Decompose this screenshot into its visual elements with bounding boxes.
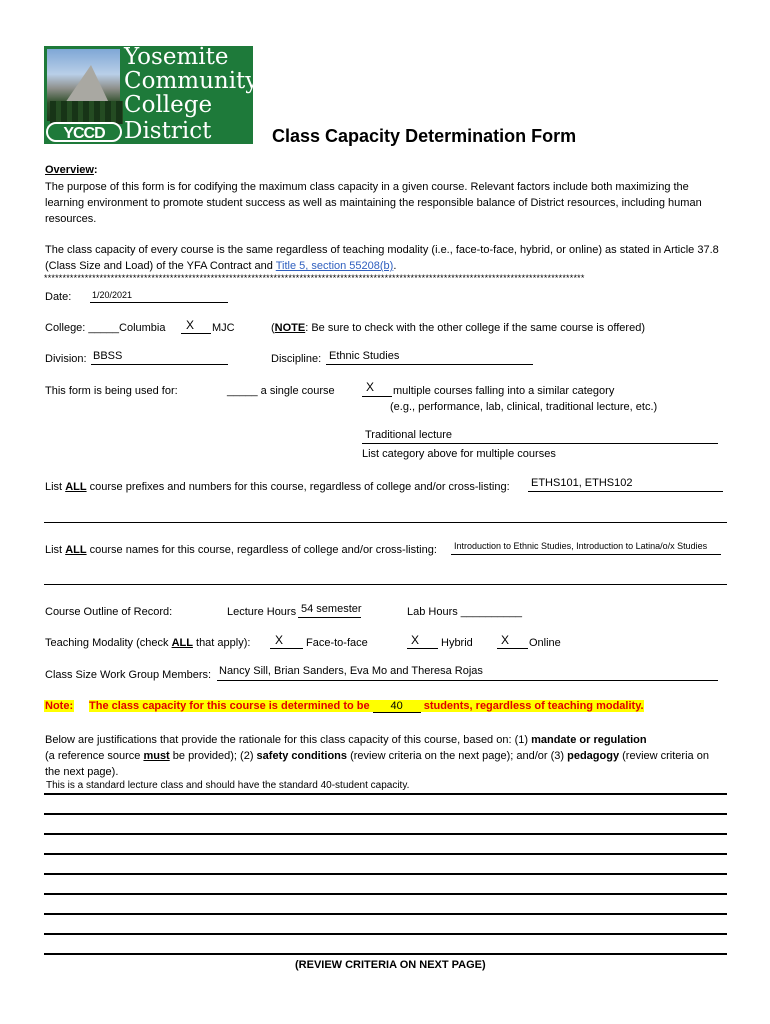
title5-link[interactable]: Title 5, section 55208(b) [275,260,394,272]
justification-entry[interactable]: This is a standard lecture class and should have the standard 40-student capacity. [46,780,410,791]
used-for-label: This form is being used for: [45,385,178,397]
prefixes-value[interactable]: ETHS101, ETHS102 [531,477,633,489]
logo-line-yosemite: Yosemite [124,44,229,70]
multiple-label: multiple courses falling into a similar category [393,385,615,397]
separator-stars: ************************************************************************************************************************************************** [44,273,585,283]
prefixes-label-post: course prefixes and numbers for this course, regardless of college and/or cross-listing: [86,481,510,493]
just-t1: Below are justifications that provide the rationale for this class capacity of this course, based on: (1) [45,734,532,746]
capacity-value[interactable]: 40 [373,700,421,713]
logo-line-community: Community [124,68,259,94]
members-line [217,680,718,681]
just-t5: (review criteria on the next page). [45,750,709,778]
date-label: Date: [45,291,72,303]
modality-label [45,637,250,649]
overview-heading-wrap: Overview: [45,164,98,176]
lecture-line [298,617,361,618]
prefixes-label-pre: List [45,481,66,493]
overview-heading: Overview [45,164,94,176]
note-open-paren: ( [271,322,275,334]
logo-abbr-badge: YCCD [46,122,122,142]
columbia-blank[interactable]: _____ [88,322,120,334]
f2f-line [270,648,303,649]
form-title: Class Capacity Determination Form [272,126,577,146]
justification-line-5[interactable] [44,873,727,875]
prefixes-extra-line[interactable] [44,522,727,523]
note-text: : Be sure to check with the other college if the same course is offered) [305,322,645,334]
college-row [45,322,165,334]
just-t3: be provided); (2) [169,750,257,762]
names-line [451,554,721,555]
names-value[interactable]: Introduction to Ethnic Studies, Introduction to Latina/o/x Studies [454,541,708,551]
lab-hours[interactable]: Lab Hours __________ [407,606,522,618]
justification-line-6[interactable] [44,893,727,895]
modality-label-pre: Teaching Modality (check [45,637,172,649]
mjc-mark[interactable]: X [186,318,195,332]
just-t4: (review criteria on the next page); and/or (3) [347,750,568,762]
f2f-label: Face-to-face [306,637,368,649]
logo-line-college: College [124,92,213,118]
justification-line-1[interactable] [44,793,727,795]
mountain-shape [65,65,109,103]
names-label-post: course names for this course, regardless of college and/or cross-listing: [86,544,437,556]
names-extra-line[interactable] [44,584,727,585]
hybrid-label: Hybrid [441,637,473,649]
overview-paragraph-2 [45,242,725,274]
just-pedagogy: pedagogy [567,750,620,762]
multiple-example: (e.g., performance, lab, clinical, traditional lecture, etc.) [390,401,658,413]
logo-wordmark [124,45,258,117]
just-must: must [143,750,170,762]
category-value[interactable]: Traditional lecture [365,429,453,441]
lecture-label: Lecture Hours [227,606,297,618]
hybrid-mark[interactable]: X [411,633,420,647]
discipline-line [326,364,533,365]
overview-para2-end: . [393,260,397,272]
lecture-value[interactable]: 54 semester [301,603,362,615]
overview-paragraph-1: The purpose of this form is for codifying the maximum class capacity in a given course. Relevant factors include both maximizing the learning environment to promote student success as well as maintaining the responsible balance of District resources, including human resources. [45,181,702,225]
justification-line-7[interactable] [44,913,727,915]
online-label: Online [529,637,561,649]
college-label: College: [45,322,86,334]
capacity-note [89,700,644,713]
capacity-note-text-post: students, regardless of teaching modality. [420,700,644,712]
single-label: a single course [260,385,335,397]
members-label: Class Size Work Group Members: [45,669,212,681]
multiple-line [362,396,392,397]
note-other-college [271,322,645,334]
members-value[interactable]: Nancy Sill, Brian Sanders, Eva Mo and Theresa Rojas [219,665,483,677]
justification-line-2[interactable] [44,813,727,815]
outline-label: Course Outline of Record: [45,606,173,618]
overview-para2-text: The class capacity of every course is the same regardless of teaching modality (i.e., face-to-face, hybrid, or online) as stated in Article 37.8 (Class Size and Load) of the YFA Contract and [45,244,719,272]
names-label-all: ALL [65,544,87,556]
prefixes-line [528,491,723,492]
logo-line-district: District [124,118,212,144]
names-label [45,544,437,556]
hybrid-line [407,648,438,649]
single-blank[interactable]: _____ [227,385,258,397]
single-course-option[interactable] [227,385,335,397]
justification-line-8[interactable] [44,933,727,935]
f2f-mark[interactable]: X [275,633,284,647]
category-line [362,443,718,444]
justification-line-3[interactable] [44,833,727,835]
ycc-district-logo [44,44,259,144]
justification-line-4[interactable] [44,853,727,855]
justification-instructions [45,732,725,780]
online-line [497,648,528,649]
modality-label-all: ALL [171,637,193,649]
modality-label-post: that apply): [192,637,251,649]
capacity-note-text-pre: The class capacity for this course is determined to be [89,700,373,712]
division-line [91,364,228,365]
half-dome-photo [47,49,120,121]
just-t2: (a reference source [45,750,144,762]
online-mark[interactable]: X [501,633,510,647]
note-label: NOTE [274,322,306,334]
names-label-pre: List [45,544,66,556]
capacity-note-label: Note: [45,700,74,712]
category-caption: List category above for multiple courses [362,448,556,460]
prefixes-label-all: ALL [65,481,87,493]
capacity-value-wrap [373,700,421,712]
date-value[interactable]: 1/20/2021 [92,290,133,300]
division-value[interactable]: BBSS [93,350,123,362]
columbia-label: Columbia [119,322,166,334]
review-criteria-footer: (REVIEW CRITERIA ON NEXT PAGE) [295,959,486,971]
discipline-label: Discipline: [271,353,322,365]
prefixes-label [45,481,510,493]
justification-line-9[interactable] [44,953,727,955]
just-safety: safety conditions [256,750,348,762]
date-line [90,302,228,303]
multiple-mark[interactable]: X [366,380,375,394]
just-mandate: mandate or regulation [531,734,647,746]
division-label: Division: [45,353,87,365]
discipline-value[interactable]: Ethnic Studies [329,350,400,362]
mjc-label: MJC [212,322,235,334]
trees-shape [50,101,123,124]
mjc-line [181,333,211,334]
